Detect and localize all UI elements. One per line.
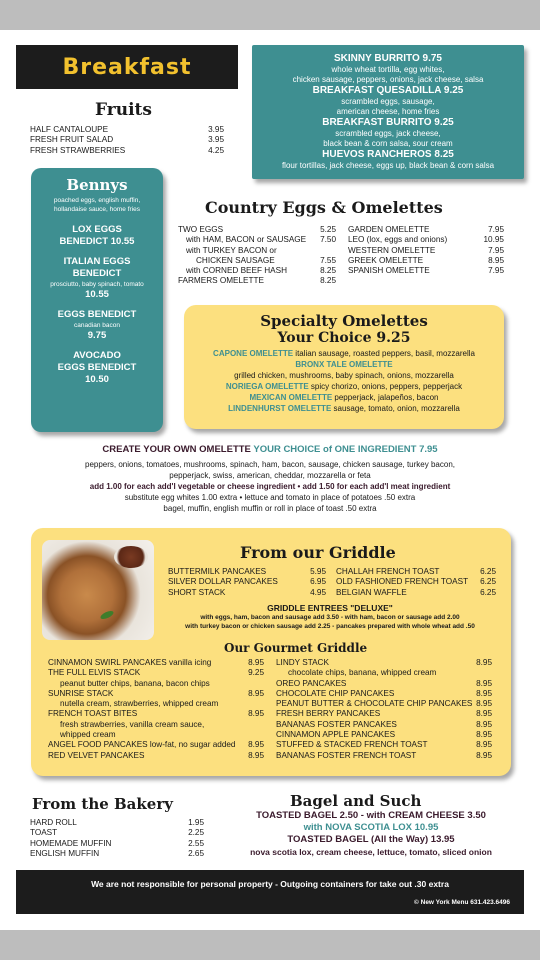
entrees-line: with turkey bacon or chicken sausage add 2.25 - pancakes prepared with whole wheat add .50 [185, 623, 475, 630]
list-item: BANANAS FOSTER PANCAKES 8.95 [276, 719, 492, 729]
create-line: bagel, muffin, english muffin or roll in place of toast .50 extra [163, 504, 377, 513]
list-item: FRENCH TOAST BITES 8.95 [48, 709, 264, 719]
list-item: grilled chicken, mushrooms, baby spinach, onions, mozzarella [234, 371, 454, 380]
burrito-item: BREAKFAST BURRITO 9.25 scrambled eggs, jack cheese, black bean & corn salsa, sour cream [322, 117, 454, 148]
list-item: SPANISH OMELETTE 7.95 [348, 266, 504, 276]
list-item: CHALLAH FRENCH TOAST 6.25 [336, 567, 496, 576]
list-item: FRESH BERRY PANCAKES 8.95 [276, 709, 492, 719]
list-item: GARDEN OMELETTE 7.95 [348, 225, 504, 234]
gourmet-list-right [276, 658, 492, 761]
burrito-item: SKINNY BURRITO 9.75 whole wheat tortilla, egg whites, chicken sausage, peppers, onions, jack cheese, salsa [292, 53, 484, 84]
pancake-photo [42, 540, 154, 640]
top-bar [0, 0, 540, 30]
list-item: RED VELVET PANCAKES 8.95 [48, 750, 264, 760]
bakery-list [30, 818, 204, 859]
list-item: BUTTERMILK PANCAKES 5.95 [168, 567, 326, 576]
footer-bar [16, 870, 524, 914]
griddle-entrees [160, 603, 500, 631]
entrees-line: with eggs, ham, bacon and sausage add 3.50 - with ham, bacon or sausage add 2.00 [200, 614, 460, 621]
griddle-list-right [336, 567, 496, 598]
list-item: BRONX TALE OMELETTE [295, 360, 393, 369]
bennys-subtitle: poached eggs, english muffin, [53, 197, 141, 204]
list-item: CINNAMON APPLE PANCAKES 8.95 [276, 730, 492, 740]
bagel-line: TOASTED BAGEL (All the Way) 13.95 [287, 834, 455, 845]
country-list-right [348, 225, 504, 276]
bagel-section [228, 810, 514, 858]
list-item: SUNRISE STACK 8.95 [48, 688, 264, 698]
list-item: MEXICAN OMELETTE pepperjack, jalapeños, bacon [249, 393, 439, 402]
specialty-panel [184, 305, 504, 429]
benny-desc: prosciutto, baby spinach, tomato [50, 281, 144, 288]
list-item: FARMERS OMELETTE 8.25 [178, 276, 336, 286]
list-item: TWO EGGS 5.25 [178, 225, 336, 234]
list-item: STUFFED & STACKED FRENCH TOAST 8.95 [276, 740, 492, 750]
griddle-title: From our Griddle [240, 543, 396, 562]
fruits-title: Fruits [95, 100, 152, 120]
list-item: SILVER DOLLAR PANCAKES 6.95 [168, 577, 326, 587]
breakfast-title: Breakfast [62, 54, 192, 80]
benny-name: ITALIAN EGGS [63, 256, 131, 267]
country-title: Country Eggs & Omelettes [205, 198, 443, 217]
burritos-panel [252, 45, 524, 179]
footer-credit: © New York Menu 631.423.6496 [414, 899, 510, 906]
list-item: HALF CANTALOUPE 3.95 [30, 125, 224, 134]
list-item: LINDENHURST OMELETTE sausage, tomato, onion, mozzarella [228, 404, 460, 413]
benny-name: BENEDICT 10.55 [59, 236, 135, 247]
list-item: nutella cream, strawberries, whipped cream [60, 699, 219, 709]
create-line: peppers, onions, tomatoes, mushrooms, spinach, ham, bacon, sausage, chicken sausage, turkey bacon, [85, 460, 455, 469]
griddle-list-left [168, 567, 326, 598]
list-item: CHOCOLATE CHIP PANCAKES 8.95 [276, 688, 492, 698]
gourmet-title: Our Gourmet Griddle [224, 641, 368, 655]
benny-name: LOX EGGS [72, 224, 122, 235]
footer-notice: We are not responsible for personal property - Outgoing containers for take out .30 extra [91, 879, 449, 889]
burrito-item: BREAKFAST QUESADILLA 9.25 scrambled eggs, sausage, american cheese, home fries [312, 85, 464, 116]
bakery-title: From the Bakery [32, 795, 173, 813]
list-item: BELGIAN WAFFLE 6.25 [336, 587, 496, 597]
bennys-panel [31, 168, 163, 432]
list-item: ANGEL FOOD PANCAKES low-fat, no sugar added 8.95 [48, 740, 264, 750]
specialty-title: Specialty Omelettes [260, 312, 428, 330]
breakfast-header [16, 45, 238, 89]
benny-price: 10.55 [85, 289, 109, 300]
list-item: THE FULL ELVIS STACK 9.25 [48, 668, 264, 678]
list-item: OREO PANCAKES 8.95 [276, 678, 492, 688]
list-item: GREEK OMELETTE 8.95 [348, 255, 504, 265]
benny-name: AVOCADO [73, 350, 121, 361]
list-item: OLD FASHIONED FRENCH TOAST 6.25 [336, 577, 496, 587]
list-item: LEO (lox, eggs and onions) 10.95 [348, 235, 504, 245]
entrees-title: GRIDDLE ENTREES "DELUXE" [267, 603, 393, 613]
bennys-subtitle: hollandaise sauce, home fries [54, 206, 140, 213]
country-list-left [178, 225, 336, 287]
list-item: PEANUT BUTTER & CHOCOLATE CHIP PANCAKES 8.95 [276, 699, 492, 709]
list-item: WESTERN OMELETTE 7.95 [348, 245, 504, 255]
benny-name: BENEDICT [72, 268, 122, 279]
list-item: HOMEMADE MUFFIN 2.55 [30, 838, 204, 848]
list-item: FRESH FRUIT SALAD 3.95 [30, 135, 224, 145]
bagel-title: Bagel and Such [290, 792, 422, 810]
benny-name: EGGS BENEDICT [57, 362, 137, 373]
list-item: BANANAS FOSTER FRENCH TOAST 8.95 [276, 750, 492, 760]
gourmet-list-left [48, 658, 264, 761]
bagel-line: with NOVA SCOTIA LOX 10.95 [303, 822, 439, 833]
create-line: pepperjack, swiss, american, cheddar, mozzarella or feta [169, 471, 371, 480]
list-item: with CORNED BEEF HASH 8.25 [186, 266, 336, 276]
list-item: peanut butter chips, banana, bacon chips [60, 678, 210, 688]
list-item: FRESH STRAWBERRIES 4.25 [30, 145, 224, 155]
list-item: NORIEGA OMELETTE spicy chorizo, onions, peppers, pepperjack [225, 382, 463, 391]
benny-desc: canadian bacon [74, 322, 120, 329]
create-omelette-section [10, 444, 530, 514]
list-item: whipped cream [60, 730, 116, 740]
list-item: TOAST 2.25 [30, 828, 204, 838]
bennys-title: Bennys [66, 176, 128, 194]
benny-name: EGGS BENEDICT [57, 309, 137, 320]
fruits-list [30, 125, 224, 156]
list-item: LINDY STACK 8.95 [276, 658, 492, 667]
list-item: HARD ROLL 1.95 [30, 818, 204, 827]
list-item: CHICKEN SAUSAGE 7.55 [196, 255, 336, 265]
list-item: with TURKEY BACON or [186, 245, 277, 255]
create-title: CREATE YOUR OWN OMELETTE YOUR CHOICE of ONE INGREDIENT 7.95 [102, 444, 438, 455]
specialty-subtitle: Your Choice 9.25 [277, 330, 411, 346]
burrito-item: HUEVOS RANCHEROS 8.25 flour tortillas, jack cheese, eggs up, black bean & corn salsa [281, 149, 495, 170]
benny-price: 10.50 [85, 374, 109, 385]
list-item: chocolate chips, banana, whipped cream [288, 668, 437, 678]
list-item: with HAM, BACON or SAUSAGE 7.50 [186, 235, 336, 245]
list-item: ENGLISH MUFFIN 2.65 [30, 848, 204, 858]
bagel-line: nova scotia lox, cream cheese, lettuce, tomato, sliced onion [250, 847, 492, 857]
create-line: substitute egg whites 1.00 extra • lettuce and tomato in place of potatoes .50 extra [124, 493, 416, 502]
list-item: CINNAMON SWIRL PANCAKES vanilla icing 8.95 [48, 658, 264, 667]
list-item: SHORT STACK 4.95 [168, 587, 326, 597]
list-item: fresh strawberries, vanilla cream sauce, [60, 719, 205, 729]
list-item: CAPONE OMELETTE italian sausage, roasted peppers, basil, mozzarella [213, 349, 475, 358]
bottom-bar [0, 930, 540, 960]
bagel-line: TOASTED BAGEL 2.50 - with CREAM CHEESE 3.50 [256, 810, 486, 821]
create-line: add 1.00 for each add'l vegetable or cheese ingredient • add 1.50 for each add'l meat ingredient [89, 482, 451, 491]
benny-price: 9.75 [87, 330, 107, 341]
